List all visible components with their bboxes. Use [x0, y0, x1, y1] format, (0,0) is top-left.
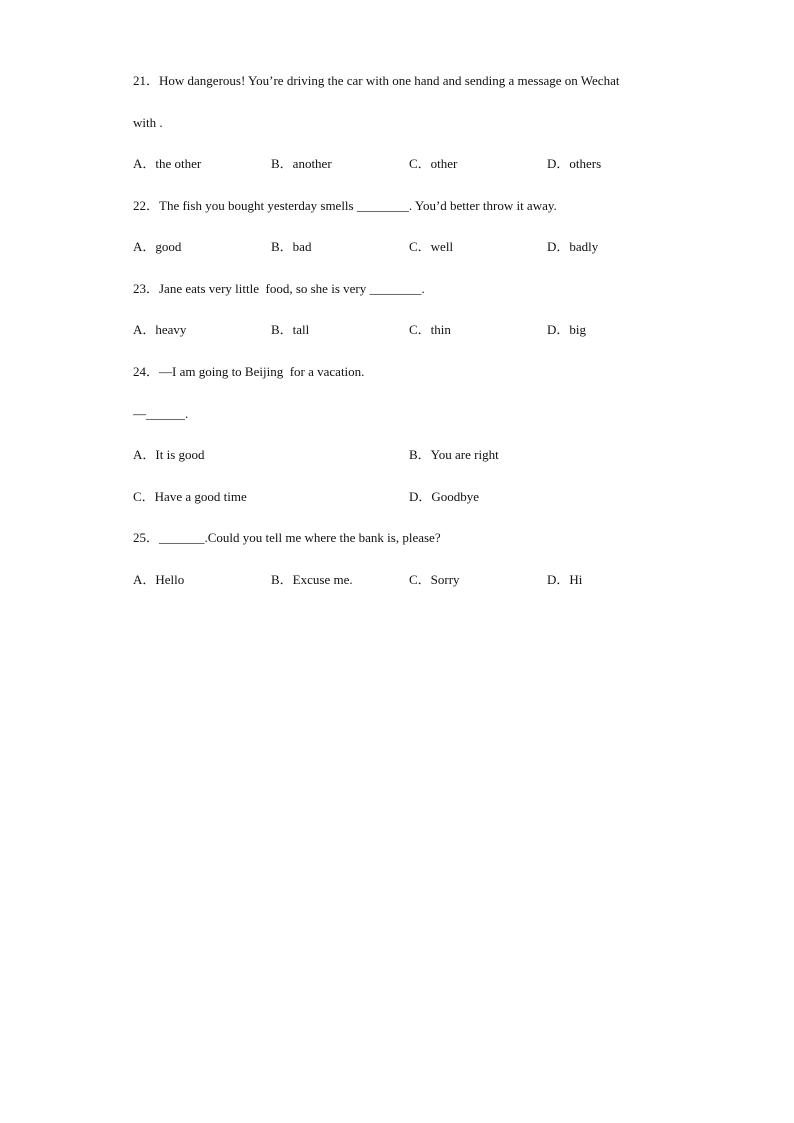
question-23-stem: 23．Jane eats very little food, so she is very ________. — [133, 281, 425, 296]
question-21-option-c: C．other — [409, 156, 458, 171]
question-24-option-d: D．Goodbye — [409, 489, 480, 504]
question-23-option-a: A．heavy — [133, 322, 187, 337]
question-25-option-c: C．Sorry — [409, 572, 460, 587]
question-23-option-d: D．big — [547, 322, 587, 337]
question-21-option-b: B．another — [271, 156, 332, 171]
question-21-option-a: A．the other — [133, 156, 202, 171]
question-25-option-a: A．Hello — [133, 572, 185, 587]
question-24-option-c: C．Have a good time — [133, 489, 247, 504]
question-25-stem: 25．_______.Could you tell me where the bank is, please? — [133, 530, 441, 545]
question-22-option-b: B．bad — [271, 239, 312, 254]
question-25-option-d: D．Hi — [547, 572, 583, 587]
question-21-stem-continued: with . — [133, 115, 163, 130]
question-22-option-c: C．well — [409, 239, 454, 254]
question-23-option-c: C．thin — [409, 322, 451, 337]
question-25-option-b: B．Excuse me. — [271, 572, 353, 587]
question-22-option-a: A．good — [133, 239, 182, 254]
question-22-option-d: D．badly — [547, 239, 599, 254]
question-24-option-a: A．It is good — [133, 447, 205, 462]
question-21-stem: 21．How dangerous! You’re driving the car with one hand and sending a message on Wechat — [133, 73, 620, 88]
question-22-stem: 22．The fish you bought yesterday smells ________. You’d better throw it away. — [133, 198, 557, 213]
question-21-option-d: D．others — [547, 156, 602, 171]
question-24-option-b: B．You are right — [409, 447, 499, 462]
question-23-option-b: B．tall — [271, 322, 310, 337]
question-24-reply: —______. — [133, 406, 189, 421]
question-24-stem: 24．—I am going to Beijing for a vacation. — [133, 364, 365, 379]
